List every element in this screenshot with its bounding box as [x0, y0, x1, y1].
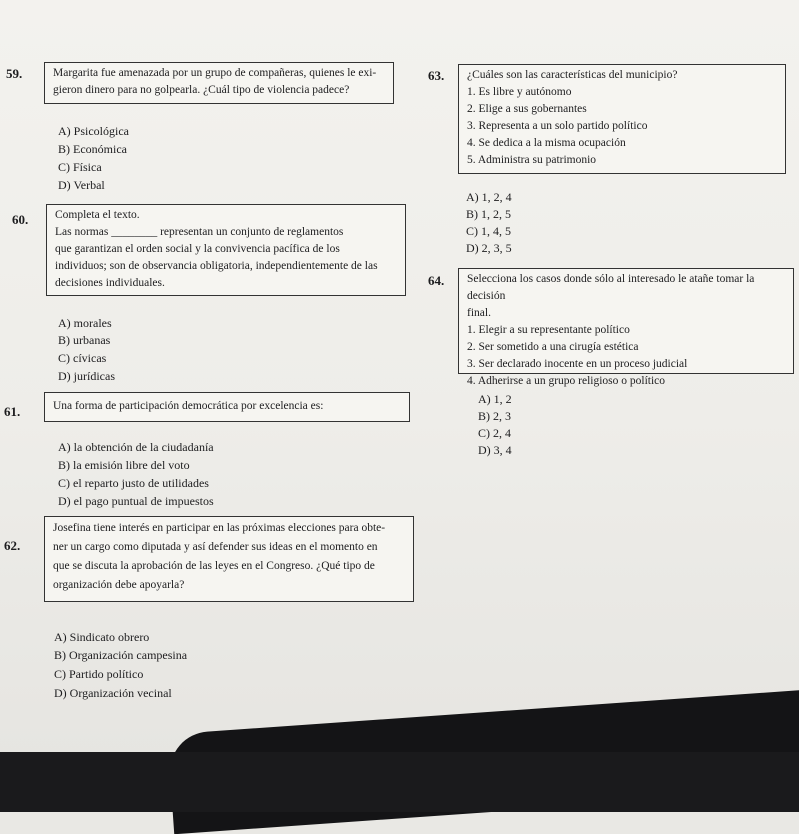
question-59-line-1: Margarita fue amenazada por un grupo de compañeras, quienes le exi-	[53, 67, 377, 79]
question-64-option-a: A) 1, 2	[478, 392, 512, 406]
question-60-box	[46, 204, 406, 296]
question-62-option-d: D) Organización vecinal	[54, 686, 172, 700]
question-64-number: 64.	[428, 273, 445, 288]
question-60-option-b: B) urbanas	[58, 333, 111, 347]
question-60-option-a: A) morales	[58, 316, 112, 330]
question-63-item-2: 2. Elige a sus gobernantes	[467, 103, 587, 115]
question-61-number: 61.	[4, 404, 21, 419]
question-61-option-d: D) el pago puntual de impuestos	[58, 494, 214, 508]
question-59-option-d: D) Verbal	[58, 178, 105, 192]
question-62-line-3: que se discuta la aprobación de las leyes en el Congreso. ¿Qué tipo de	[53, 560, 375, 572]
question-62-line-2: ner un cargo como diputada y así defender sus ideas en el momento en	[53, 541, 378, 553]
question-60-line-3: que garantizan el orden social y la convivencia pacífica de los	[55, 243, 340, 255]
question-63-box	[458, 64, 786, 174]
question-60-option-d: D) jurídicas	[58, 369, 115, 383]
question-61-box	[44, 392, 410, 422]
question-59-option-c: C) Física	[58, 160, 102, 174]
question-63-item-4: 4. Se dedica a la misma ocupación	[467, 137, 626, 149]
question-62-option-a: A) Sindicato obrero	[54, 630, 150, 644]
question-63-option-a: A) 1, 2, 4	[466, 190, 512, 204]
question-64-option-d: D) 3, 4	[478, 443, 512, 457]
question-60-line-2: Las normas ________ representan un conjunto de reglamentos	[55, 226, 344, 238]
question-60-number: 60.	[12, 212, 29, 227]
question-60-line-1: Completa el texto.	[55, 209, 140, 221]
question-60-line-4: individuos; son de observancia obligatoria, independientemente de las	[55, 260, 378, 272]
question-62-option-c: C) Partido político	[54, 667, 144, 681]
question-64-option-b: B) 2, 3	[478, 409, 511, 423]
question-62-box	[44, 516, 414, 602]
question-59-line-2: gieron dinero para no golpearla. ¿Cuál tipo de violencia padece?	[53, 84, 350, 96]
question-63-option-d: D) 2, 3, 5	[466, 241, 512, 255]
question-61-line-1: Una forma de participación democrática por excelencia es:	[53, 400, 324, 412]
question-61-option-c: C) el reparto justo de utilidades	[58, 476, 209, 490]
question-64-option-c: C) 2, 4	[478, 426, 511, 440]
question-62-option-b: B) Organización campesina	[54, 648, 188, 662]
question-61-option-b: B) la emisión libre del voto	[58, 458, 190, 472]
question-64-item-3: 3. Ser declarado inocente en un proceso judicial	[467, 358, 688, 370]
question-59-option-a: A) Psicológica	[58, 124, 129, 138]
question-64-item-2: 2. Ser sometido a una cirugía estética	[467, 341, 639, 353]
question-61-option-a: A) la obtención de la ciudadanía	[58, 440, 214, 454]
question-63-option-b: B) 1, 2, 5	[466, 207, 511, 221]
question-59-box	[44, 62, 394, 104]
question-63-item-1: 1. Es libre y autónomo	[467, 86, 572, 98]
question-62-line-4: organización debe apoyarla?	[53, 579, 185, 591]
question-63-item-3: 3. Representa a un solo partido político	[467, 120, 648, 132]
question-64-box	[458, 268, 794, 387]
question-64-item-1: 1. Elegir a su representante político	[467, 324, 630, 336]
background-floor	[0, 752, 799, 812]
question-62-line-1: Josefina tiene interés en participar en las próximas elecciones para obte-	[53, 522, 386, 534]
question-60-option-c: C) cívicas	[58, 351, 107, 365]
question-63-option-c: C) 1, 4, 5	[466, 224, 511, 238]
question-59-number: 59.	[6, 66, 23, 81]
question-59-option-b: B) Económica	[58, 142, 127, 156]
question-63-line-1: ¿Cuáles son las características del municipio?	[467, 69, 678, 81]
question-62-number: 62.	[4, 538, 21, 553]
question-64-line-1: Selecciona los casos donde sólo al interesado le atañe tomar la decisión	[467, 273, 755, 302]
question-63-item-5: 5. Administra su patrimonio	[467, 154, 597, 166]
question-64-line-2: final.	[467, 307, 491, 319]
question-63-number: 63.	[428, 68, 445, 83]
question-64-item-4: 4. Adherirse a un grupo religioso o político	[467, 375, 666, 387]
question-60-line-5: decisiones individuales.	[55, 277, 165, 289]
